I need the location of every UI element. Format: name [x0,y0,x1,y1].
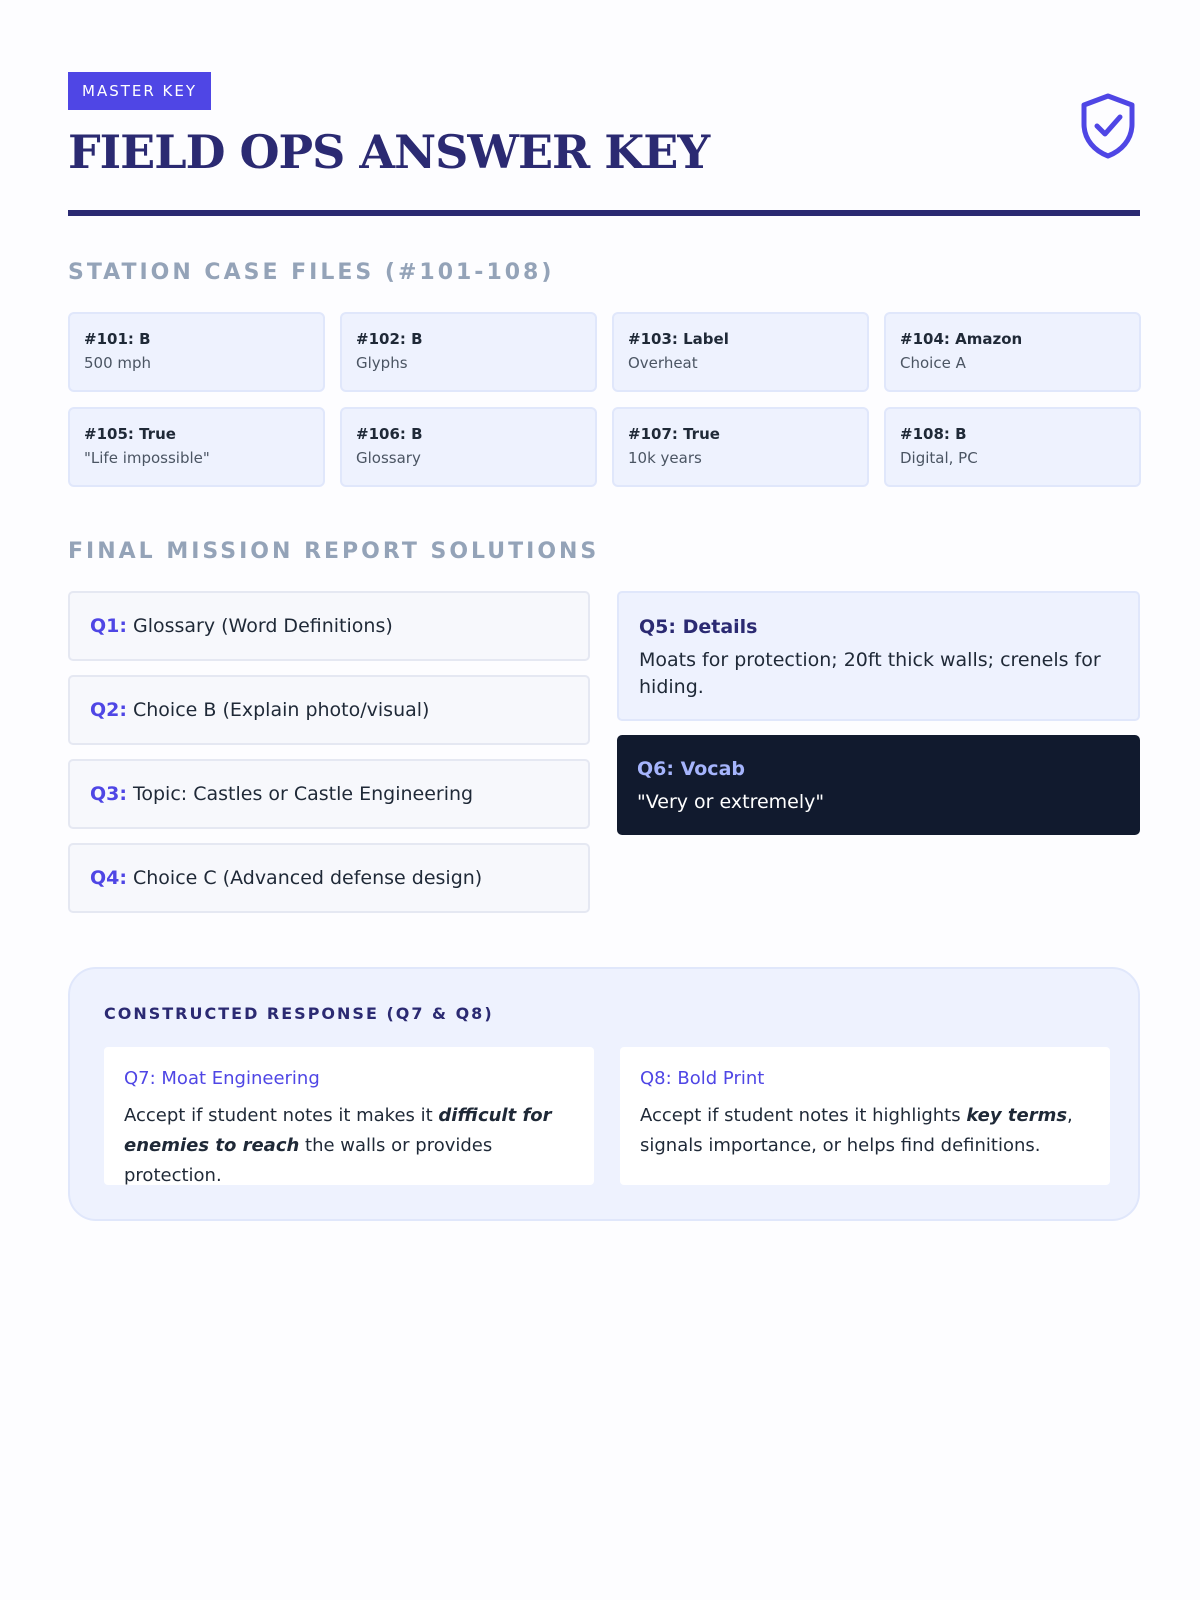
question-key: Q2: [90,699,127,721]
case-title: #105: True [84,425,176,443]
case-card-107 [612,407,869,487]
q8-text-emphasis: key terms [966,1105,1068,1126]
case-card-104 [884,312,1141,392]
case-answer: Choice A [900,354,966,372]
q7-text-pre: Accept if student notes it makes it [124,1105,439,1126]
answer-q2 [68,675,590,745]
case-files-grid [68,312,1140,487]
answer-q3 [68,759,590,829]
q7-card [104,1047,594,1185]
case-title: #106: B [356,425,423,443]
answer-q1 [68,591,590,661]
q8-card [620,1047,1110,1185]
master-key-badge: MASTER KEY [68,72,211,110]
question-key: Q4: [90,867,127,889]
answer-q5-card [617,591,1140,721]
case-title: #107: True [628,425,720,443]
answer-text: Topic: Castles or Castle Engineering [132,783,474,805]
case-card-102 [340,312,597,392]
case-answer: 500 mph [84,354,152,372]
answer-q4 [68,843,590,913]
case-card-101 [68,312,325,392]
solutions-area [68,591,1140,911]
case-title: #101: B [84,330,151,348]
question-key: Q1: [90,615,127,637]
case-title: #103: Label [628,330,729,348]
q8-text-post: , signals importance, or helps find definitions. [640,1105,1073,1156]
q8-text [640,1101,1090,1161]
case-answer: Glyphs [356,354,408,372]
q7-text-post: the walls or provides protection. [124,1135,493,1186]
case-card-106 [340,407,597,487]
case-answer: Digital, PC [900,449,978,467]
q6-text: "Very or extremely" [637,791,825,813]
q7-text [124,1101,574,1191]
answer-key-page [68,72,1140,1221]
case-title: #104: Amazon [900,330,1023,348]
constructed-response-heading: CONSTRUCTED RESPONSE (Q7 & Q8) [104,1004,494,1023]
q5-title: Q5: Details [639,616,758,638]
case-card-105 [68,407,325,487]
final-mission-heading: FINAL MISSION REPORT SOLUTIONS [68,539,600,564]
answer-q6-card [617,735,1140,835]
answer-text: Choice C (Advanced defense design) [132,867,483,889]
answer-text: Choice B (Explain photo/visual) [132,699,430,721]
question-key: Q3: [90,783,127,805]
q7-text-emphasis: difficult for enemies to reach [124,1105,552,1156]
case-card-108 [884,407,1141,487]
q7-title: Q7: Moat Engineering [124,1068,320,1089]
case-title: #108: B [900,425,967,443]
case-card-103 [612,312,869,392]
station-heading: STATION CASE FILES (#101-108) [68,260,555,285]
q6-title: Q6: Vocab [637,758,745,780]
page-title: FIELD OPS ANSWER KEY [68,125,710,179]
q8-text-pre: Accept if student notes it highlights [640,1105,967,1126]
case-title: #102: B [356,330,423,348]
case-answer: Glossary [356,449,421,467]
header-divider [68,210,1140,216]
shield-check-icon [1076,90,1140,160]
case-answer: 10k years [628,449,702,467]
constructed-response-panel [68,967,1140,1221]
q8-title: Q8: Bold Print [640,1068,765,1089]
case-answer: Overheat [628,354,698,372]
case-answer: "Life impossible" [84,449,210,467]
q5-text: Moats for protection; 20ft thick walls; crenels for hiding. [639,649,1101,698]
answer-text: Glossary (Word Definitions) [132,615,393,637]
